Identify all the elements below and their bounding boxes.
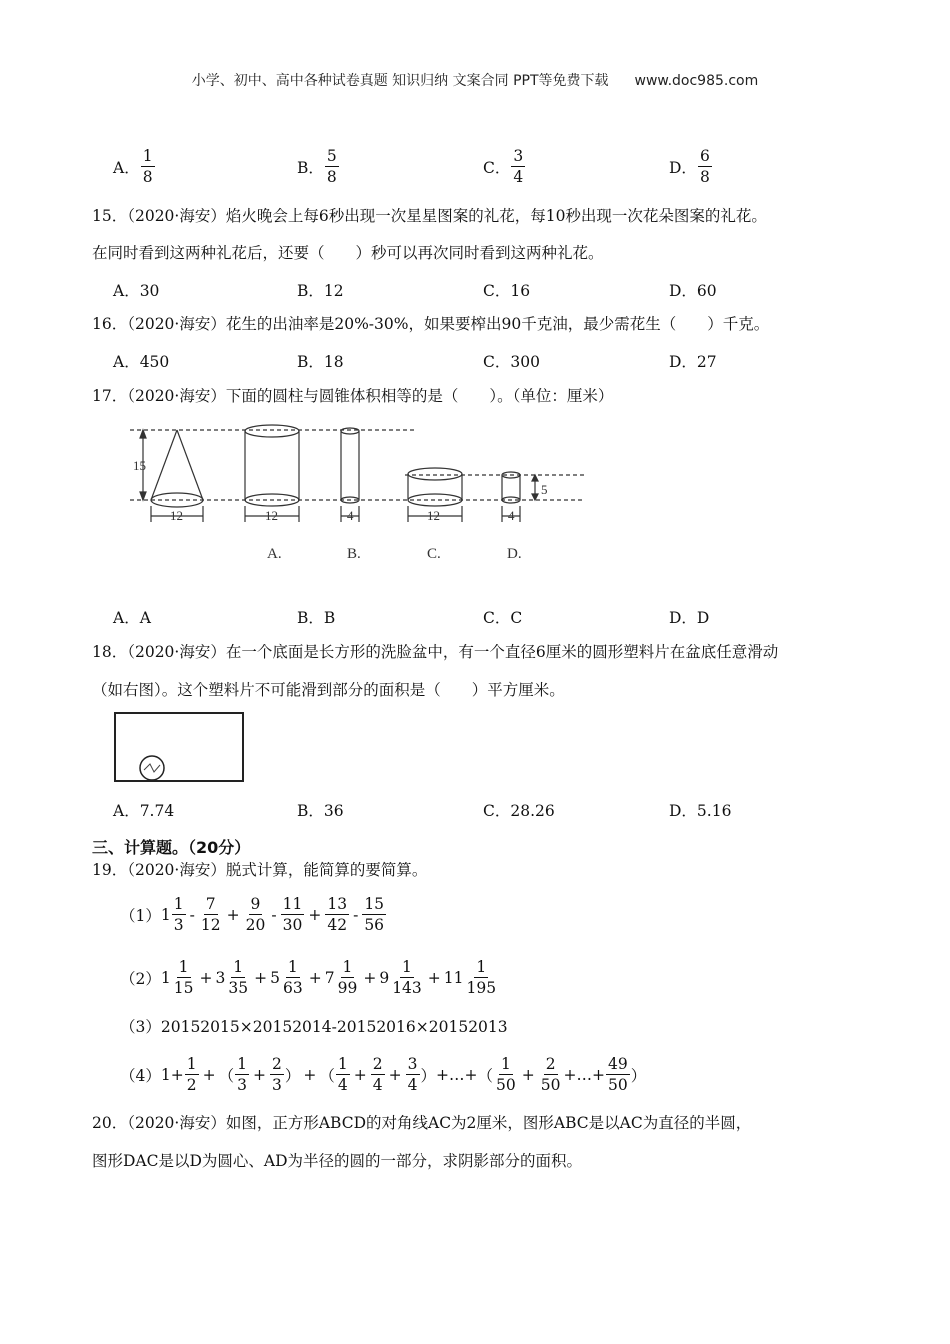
q19-text: 19．（2020·海安）脱式计算，能简算的要简算。: [92, 861, 428, 879]
q19-expression-1: （1） 1 $\frac{1}{3}$ - $\frac{7}{12}$ + $\frac{9}{20}$ - $\frac{11}{30}$ + $\frac{13}{42}$ - $\frac{15}{56}$: [120, 895, 385, 934]
q15-option-d[interactable]: D．60: [669, 282, 717, 300]
fraction: $\frac{5}{8}$: [326, 147, 337, 186]
cylinder-c-diameter-label: 12: [427, 508, 440, 523]
q20-text-line1: 20．（2020·海安）如图，正方形ABCD的对角线AC为2厘米，图形ABC是以AC为直径的半圆，: [92, 1114, 752, 1132]
cylinder-b-diameter-label: 4: [347, 508, 354, 523]
q18-option-c[interactable]: C．28.26: [483, 802, 555, 820]
q17-option-c[interactable]: C．C: [483, 609, 523, 627]
q17-solids-figure: [125, 418, 595, 573]
q14-option-a[interactable]: A． $\frac{1}{8}$: [113, 147, 153, 186]
q19-expression-4: （4） 1+ $\frac{1}{2}$ + （ $\frac{1}{3}$ + $\frac{2}{3}$ ） + （ $\frac{1}{4}$ + $\frac{2}{4}$ + $\frac{3}{4}$ ） +…+ （ $\frac{1}{50}$ + $\frac{2}{50}$ +…+ $\frac{49}{50}$ ）: [120, 1055, 647, 1094]
q17-text: 17．（2020·海安）下面的圆柱与圆锥体积相等的是（ ）。（单位：厘米）: [92, 387, 614, 405]
q15-option-b[interactable]: B．12: [297, 282, 344, 300]
figure-label-d: D.: [507, 546, 522, 562]
fraction: $\frac{6}{8}$: [699, 147, 710, 186]
figure-label-a: A.: [267, 546, 282, 562]
cone-diameter-label: 12: [170, 508, 183, 523]
q18-option-a[interactable]: A．7.74: [113, 802, 175, 820]
header-url: www.doc985.com: [634, 73, 759, 89]
q14-option-c[interactable]: C． $\frac{3}{4}$: [483, 147, 524, 186]
q16-option-d[interactable]: D．27: [669, 353, 717, 371]
q19-expression-2: （2） 1 $\frac{1}{15}$ + 3 $\frac{1}{35}$ + 5 $\frac{1}{63}$ + 7 $\frac{1}{99}$ + 9 $\frac{1}{143}$ + 11 $\frac{1}{195}$: [120, 958, 497, 997]
q17-option-d[interactable]: D．D: [669, 609, 710, 627]
figure-label-c: C.: [427, 546, 441, 562]
q18-text-line1: 18．（2020·海安）在一个底面是长方形的洗脸盆中，有一个直径6厘米的圆形塑料片在盆底任意滑动: [92, 643, 779, 661]
height-5-label: 5: [541, 482, 548, 497]
q16-option-c[interactable]: C．300: [483, 353, 540, 371]
q15-option-c[interactable]: C．16: [483, 282, 531, 300]
q15-text-line1: 15．（2020·海安）焰火晚会上每6秒出现一次星星图案的礼花，每10秒出现一次花朵图案的礼花。: [92, 207, 767, 225]
q20-text-line2: 图形DAC是以D为圆心、AD为半径的圆的一部分，求阴影部分的面积。: [92, 1152, 583, 1170]
q15-text-line2: 在同时看到这两种礼花后，还要（ ）秒可以再次同时看到这两种礼花。: [92, 244, 604, 262]
q18-text-line2: （如右图）。这个塑料片不可能滑到部分的面积是（ ）平方厘米。: [92, 681, 565, 699]
height-15-label: 15: [133, 458, 146, 473]
fraction: $\frac{3}{4}$: [513, 147, 524, 186]
section-3-title: 三、计算题。（20分）: [92, 838, 251, 857]
q16-option-a[interactable]: A．450: [113, 353, 170, 371]
cylinder-d-diameter-label: 4: [508, 508, 515, 523]
q18-option-b[interactable]: B．36: [297, 802, 344, 820]
q14-option-b[interactable]: B． $\frac{5}{8}$: [297, 147, 337, 186]
figure-label-b: B.: [347, 546, 361, 562]
q18-basin-figure: [112, 710, 247, 785]
q16-text: 16．（2020·海安）花生的出油率是20%-30%，如果要榨出90千克油，最少需花生（ ）千克。: [92, 315, 770, 333]
cylinder-a-diameter-label: 12: [265, 508, 278, 523]
q15-option-a[interactable]: A．30: [113, 282, 160, 300]
q17-option-b[interactable]: B．B: [297, 609, 336, 627]
fraction: $\frac{1}{8}$: [142, 147, 153, 186]
q14-option-d[interactable]: D． $\frac{6}{8}$: [669, 147, 710, 186]
page-header: [0, 70, 950, 90]
header-text: 小学、初中、高中各种试卷真题 知识归纳 文案合同 PPT等免费下载: [191, 73, 609, 89]
q16-option-b[interactable]: B．18: [297, 353, 344, 371]
q17-option-a[interactable]: A．A: [113, 609, 151, 627]
q19-expression-3: （3）20152015×20152014-20152016×20152013: [120, 1018, 508, 1036]
q18-option-d[interactable]: D．5.16: [669, 802, 732, 820]
